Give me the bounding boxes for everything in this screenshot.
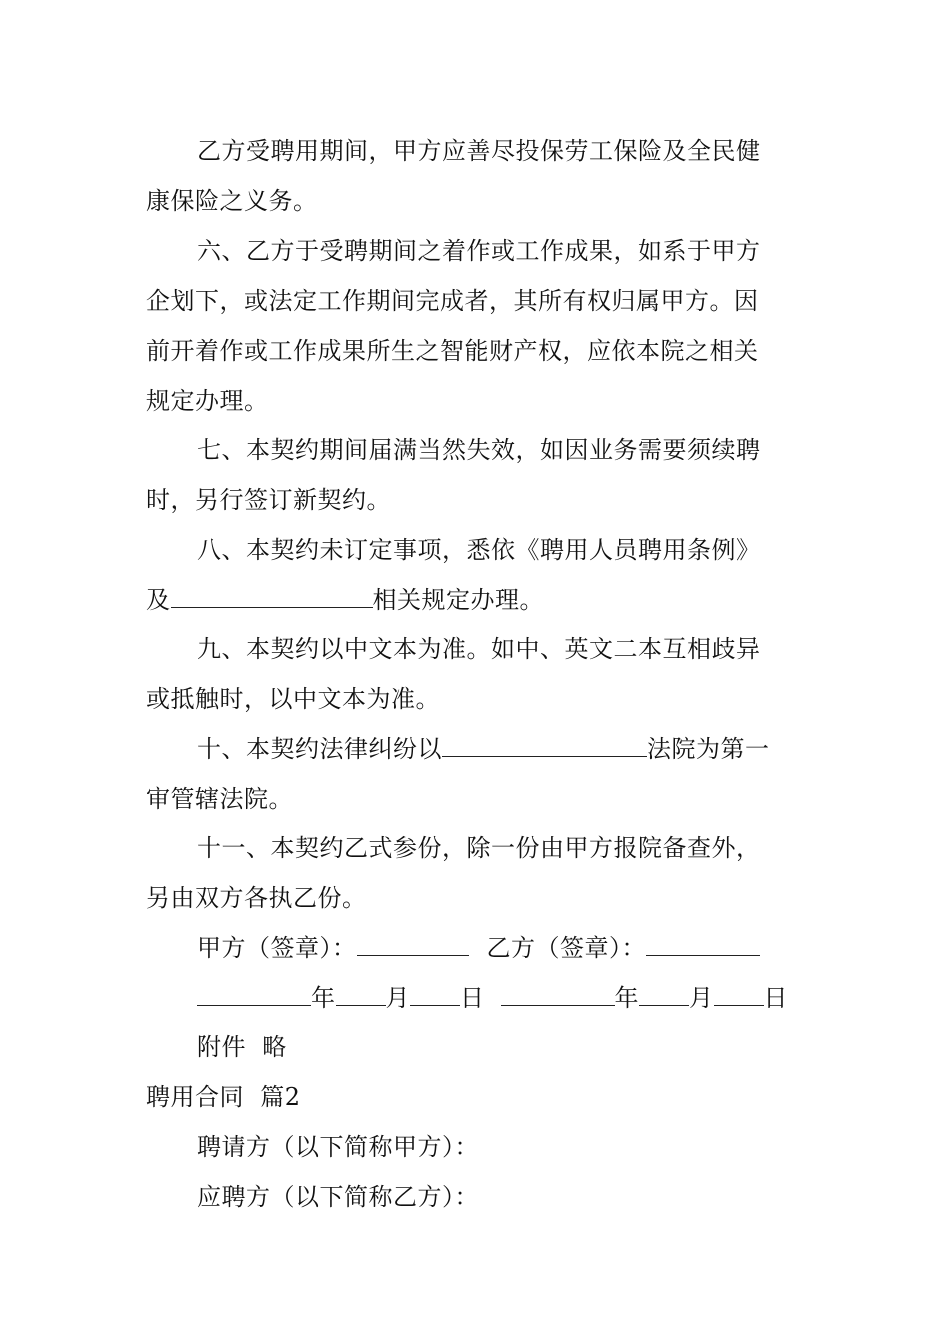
clause-8-line: 八、本契约未订定事项，悉依《聘用人员聘用条例》: [197, 536, 761, 564]
signature-row: [197, 933, 760, 963]
clause-11-line: 另由双方各执乙份。: [146, 884, 367, 912]
attachment-note: 附件 略: [197, 1033, 287, 1061]
month-blank: [639, 983, 689, 1006]
paragraph-line: 康保险之义务。: [146, 187, 318, 215]
clause-10-text: 十、本契约法律纠纷以: [197, 735, 442, 763]
clause-8-text: 及: [146, 586, 171, 614]
clause-6-line: 规定办理。: [146, 387, 269, 415]
clause-6-line: 前开着作或工作成果所生之智能财产权，应依本院之相关: [146, 337, 759, 365]
clause-9-line: 九、本契约以中文本为准。如中、英文二本互相歧异: [197, 635, 761, 663]
party-b-signature-blank: [646, 933, 760, 956]
year-label: 年: [614, 984, 639, 1012]
section-title: 聘用合同 篇2: [146, 1083, 301, 1111]
day-label: 日: [763, 984, 788, 1012]
clause-10-line: [197, 734, 770, 764]
month-label: 月: [689, 984, 714, 1012]
fill-in-blank: [442, 734, 647, 757]
party-b-signature-label: 乙方（签章）：: [486, 934, 646, 962]
day-blank: [410, 983, 460, 1006]
clause-8-text: 相关规定办理。: [372, 586, 544, 614]
hiring-party-line: 聘请方（以下简称甲方）：: [197, 1133, 479, 1161]
clause-11-line: 十一、本契约乙式参份，除一份由甲方报院备查外，: [197, 834, 761, 862]
clause-8-line: [146, 585, 544, 615]
year-label: 年: [311, 984, 336, 1012]
clause-10-text: 法院为第一: [647, 735, 770, 763]
year-blank: [197, 983, 311, 1006]
day-blank: [714, 983, 764, 1006]
month-label: 月: [385, 984, 410, 1012]
day-label: 日: [460, 984, 485, 1012]
applicant-party-line: 应聘方（以下简称乙方）：: [197, 1183, 479, 1211]
party-a-signature-label: 甲方（签章）：: [197, 934, 357, 962]
paragraph-line: 乙方受聘用期间，甲方应善尽投保劳工保险及全民健: [197, 137, 761, 165]
year-blank: [501, 983, 615, 1006]
clause-6-line: 六、乙方于受聘期间之着作或工作成果，如系于甲方: [197, 237, 761, 265]
clause-7-line: 时，另行签订新契约。: [146, 486, 391, 514]
fill-in-blank: [171, 585, 373, 608]
clause-6-line: 企划下，或法定工作期间完成者，其所有权归属甲方。因: [146, 287, 759, 315]
clause-9-line: 或抵触时，以中文本为准。: [146, 685, 440, 713]
clause-10-line: 审管辖法院。: [146, 785, 293, 813]
month-blank: [336, 983, 386, 1006]
date-row: [197, 983, 788, 1013]
clause-7-line: 七、本契约期间届满当然失效，如因业务需要须续聘: [197, 436, 761, 464]
party-a-signature-blank: [357, 933, 469, 956]
